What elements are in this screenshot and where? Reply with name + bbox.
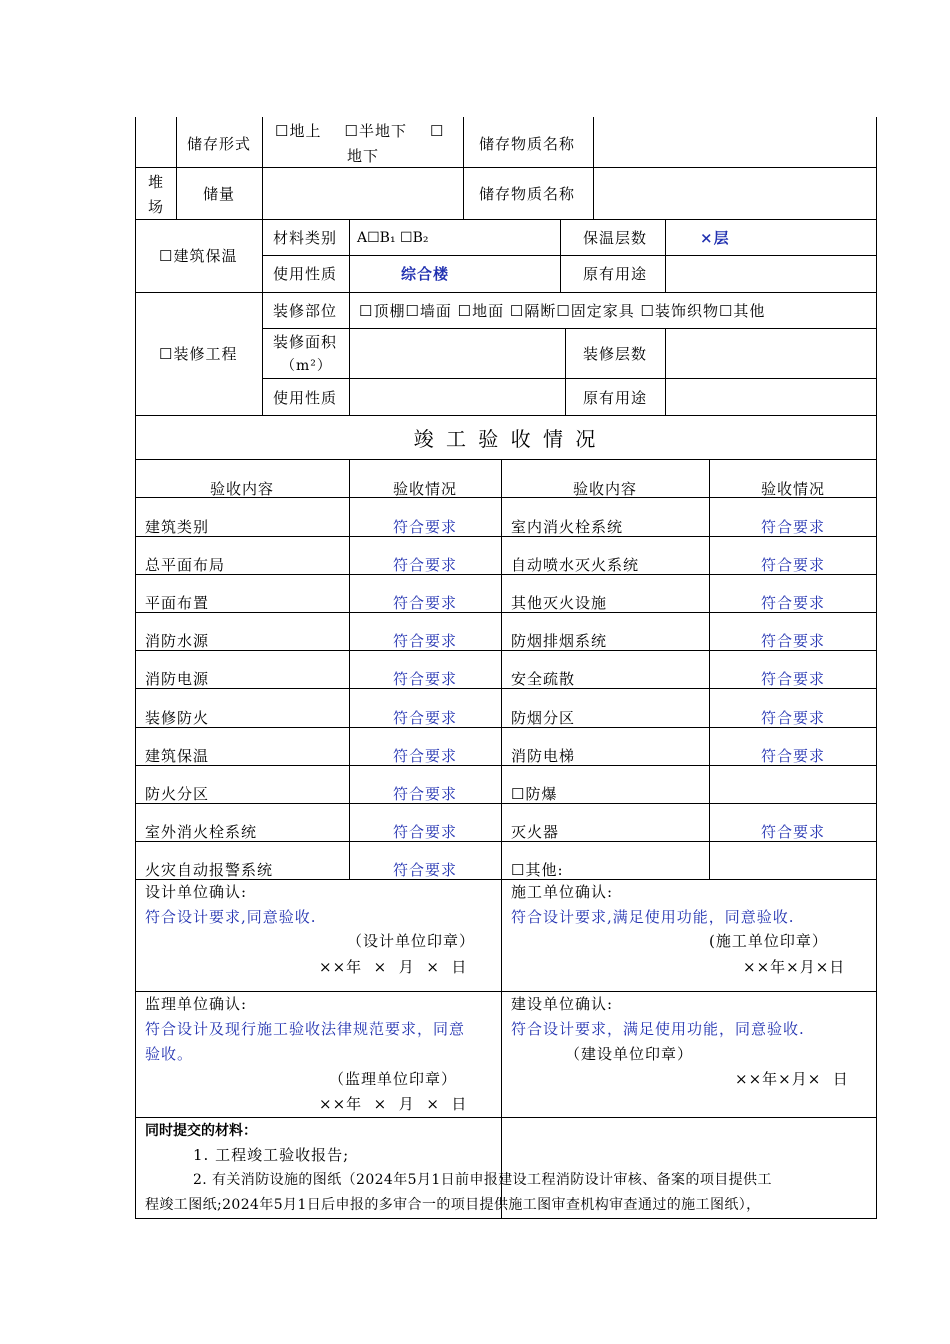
item-name: 室内消火栓系统 [511, 518, 624, 536]
row-line [135, 612, 877, 613]
supervision-confirm-text: 符合设计及现行施工验收法律规范要求，同意 [145, 1020, 466, 1038]
col-line [349, 219, 350, 415]
item-name: 灭火器 [511, 823, 560, 841]
table-border-left [135, 117, 136, 1219]
design-seal: （设计单位印章） [347, 932, 476, 950]
row-line [135, 167, 877, 168]
header-content-right: 验收内容 [572, 480, 637, 498]
row-line [135, 803, 877, 804]
col-line [501, 459, 502, 1218]
item-name: 防火分区 [145, 785, 210, 803]
row-line [135, 219, 877, 220]
item-status: 符合要求 [392, 632, 457, 650]
owner-seal: （建设单位印章） [565, 1045, 694, 1063]
item-status: 符合要求 [760, 556, 825, 574]
insulation-layers-value: ×层 [700, 229, 730, 247]
materials-item: 2. 有关消防设施的图纸（2024年5月1日前申报建设工程消防设计审核、备案的项目提供工 [193, 1172, 772, 1188]
construction-confirm-text: 符合设计要求,满足使用功能，同意验收. [511, 908, 795, 926]
construction-date: ××年×月×日 [743, 958, 846, 976]
header-status-left: 验收情况 [392, 480, 457, 498]
row-line [135, 765, 877, 766]
item-name: 总平面布局 [145, 556, 226, 574]
insulation-section-label: ☐建筑保温 [159, 247, 238, 265]
item-name: 其他灭火设施 [511, 594, 608, 612]
item-status: 符合要求 [392, 747, 457, 765]
col-line [262, 117, 263, 415]
storage-material-name-label: 储存物质名称 [479, 185, 576, 203]
supervision-confirm-label: 监理单位确认: [145, 995, 248, 1013]
item-status: 符合要求 [760, 518, 825, 536]
item-status: 符合要求 [760, 747, 825, 765]
decoration-floors-label: 装修层数 [583, 345, 648, 363]
item-name: 建筑类别 [145, 518, 210, 536]
col-line [593, 117, 594, 219]
row-line [135, 536, 877, 537]
insulation-layers-label: 保温层数 [583, 229, 648, 247]
item-name: 自动喷水灭火系统 [511, 556, 640, 574]
table-border-right [876, 117, 877, 1219]
item-status: 符合要求 [392, 670, 457, 688]
row-line [135, 991, 877, 992]
storage-yard-label: 场 [148, 198, 165, 216]
construction-confirm-label: 施工单位确认: [511, 883, 614, 901]
row-line [135, 650, 877, 651]
material-type-label: 材料类别 [273, 229, 338, 247]
item-status: 符合要求 [392, 594, 457, 612]
row-line [262, 255, 877, 256]
acceptance-title: 竣 工 验 收 情 况 [413, 427, 599, 451]
design-date: ××年 × 月 × 日 [319, 958, 468, 976]
decoration-part-options: ☐顶棚☐墙面 ☐地面 ☐隔断☐固定家具 ☐装饰织物☐其他 [359, 302, 766, 320]
item-name: 防烟分区 [511, 709, 576, 727]
col-line [565, 328, 566, 415]
item-status: 符合要求 [760, 709, 825, 727]
decoration-section-label: ☐装修工程 [159, 345, 238, 363]
storage-material-name-label: 储存物质名称 [479, 135, 576, 153]
row-line [135, 688, 877, 689]
construction-seal: (施工单位印章） [709, 932, 828, 950]
item-status: 符合要求 [392, 709, 457, 727]
storage-form-options-wrap: 地下 [347, 147, 380, 165]
owner-confirm-label: 建设单位确认: [511, 995, 614, 1013]
decoration-part-label: 装修部位 [273, 302, 338, 320]
item-name: 消防水源 [145, 632, 210, 650]
table-border-bottom [135, 1218, 877, 1219]
row-line [262, 328, 877, 329]
col-line [560, 219, 561, 292]
supervision-date: ××年 × 月 × 日 [319, 1095, 468, 1113]
materials-title: 同时提交的材料： [145, 1123, 257, 1139]
item-status: 符合要求 [760, 632, 825, 650]
item-name: 装修防火 [145, 709, 210, 727]
item-name: 火灾自动报警系统 [145, 861, 274, 879]
item-name: ☐其他: [511, 861, 564, 879]
materials-item: 1. 工程竣工验收报告; [193, 1146, 350, 1164]
owner-confirm-text: 符合设计要求，满足使用功能，同意验收. [511, 1020, 805, 1038]
item-name: 建筑保温 [145, 747, 210, 765]
decoration-area-unit: （m²） [281, 358, 332, 374]
decoration-original-use-label: 原有用途 [583, 389, 648, 407]
supervision-confirm-text-wrap: 验收。 [145, 1045, 194, 1063]
original-use-label: 原有用途 [583, 265, 648, 283]
item-name: 平面布置 [145, 594, 210, 612]
header-content-left: 验收内容 [209, 480, 274, 498]
row-line [135, 459, 877, 460]
row-line [135, 841, 877, 842]
item-name: 防烟排烟系统 [511, 632, 608, 650]
header-status-right: 验收情况 [760, 480, 825, 498]
col-line [665, 328, 666, 415]
design-confirm-label: 设计单位确认: [145, 883, 248, 901]
item-status: 符合要求 [392, 861, 457, 879]
item-status: 符合要求 [392, 556, 457, 574]
item-name: 室外消火栓系统 [145, 823, 258, 841]
decoration-area-label: 装修面积 [273, 333, 338, 351]
item-status: 符合要求 [760, 594, 825, 612]
item-name: 消防电源 [145, 670, 210, 688]
decoration-use-label: 使用性质 [273, 389, 338, 407]
storage-form-options: ☐地上 ☐半地下 ☐ [275, 122, 445, 140]
row-line [135, 727, 877, 728]
design-confirm-text: 符合设计要求,同意验收. [145, 908, 317, 926]
item-status: 符合要求 [392, 823, 457, 841]
item-status: 符合要求 [760, 670, 825, 688]
item-status: 符合要求 [760, 823, 825, 841]
item-name: 消防电梯 [511, 747, 576, 765]
material-type-options: A☐B₁ ☐B₂ [357, 230, 429, 246]
row-line [262, 378, 877, 379]
item-name: ☐防爆 [511, 785, 558, 803]
col-line [665, 219, 666, 292]
row-line [135, 415, 877, 416]
row-line [135, 292, 877, 293]
item-status: 符合要求 [392, 785, 457, 803]
use-nature-value: 综合楼 [401, 265, 450, 283]
storage-amount-label: 储量 [203, 185, 236, 203]
row-line [135, 574, 877, 575]
owner-date: ××年×月× 日 [735, 1070, 849, 1088]
item-status: 符合要求 [392, 518, 457, 536]
storage-yard-label: 堆 [148, 173, 165, 191]
supervision-seal: （监理单位印章） [329, 1070, 458, 1088]
row-line [135, 879, 877, 880]
storage-form-label: 储存形式 [187, 135, 252, 153]
item-name: 安全疏散 [511, 670, 576, 688]
col-line [176, 117, 177, 219]
col-line [463, 117, 464, 219]
use-nature-label: 使用性质 [273, 265, 338, 283]
materials-item-wrap: 程竣工图纸;2024年5月1日后申报的多审合一的项目提供施工图审查机构审查通过的施工图纸）， [145, 1197, 761, 1213]
row-line [135, 1117, 877, 1118]
